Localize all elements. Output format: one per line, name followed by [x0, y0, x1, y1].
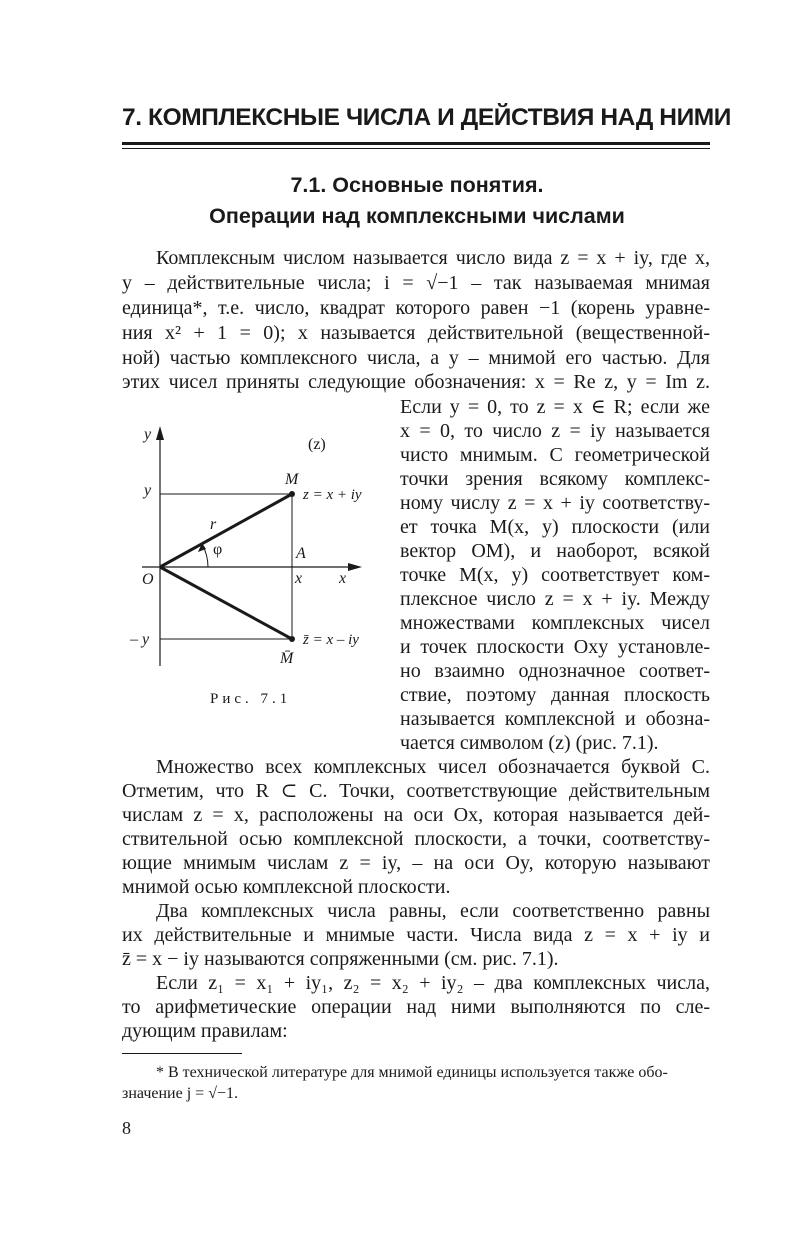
footnote-line: * В технической литературе для мнимой единицы используется также обо- [156, 1064, 668, 1081]
point-m-bar-label: M̄ [280, 650, 294, 667]
plane-label: (z) [308, 436, 326, 453]
figure-caption: Рис. 7.1 [210, 691, 292, 707]
tick-label-x: x [295, 570, 303, 587]
section-title [122, 170, 712, 232]
text-line: ния x² + 1 = 0); x называется действительной (вещественной- [122, 322, 710, 344]
point-m-bar-dot [289, 636, 295, 642]
footnote-line: значение j = √−1. [122, 1085, 238, 1102]
text-line: называется комплексной и обозна- [400, 708, 710, 730]
figure-7-1 [122, 418, 392, 718]
origin-label: O [142, 571, 154, 588]
text-line: единица*, т.е. число, квадрат которого равен −1 (корень уравне- [122, 297, 710, 319]
text-line: Множество всех комплексных чисел обозначается буквой C. [156, 756, 710, 778]
phi-label: φ [213, 541, 223, 558]
text-line: y – действительные числа; i = √−1 – так называемая мнимая [122, 272, 710, 294]
tick-label-y: y [144, 482, 152, 499]
text-line: точки зрения всякому комплекс- [400, 468, 710, 490]
text-line: z̄ = x − iy называются сопряженными (см. рис. 7.1). [122, 948, 559, 970]
z-label: z = x + iy [303, 487, 362, 503]
tick-label-neg-y: – y [130, 631, 150, 648]
axis-y-arrow [156, 426, 164, 440]
text-line: этих чисел приняты следующие обозначения: x = Re z, y = Im z. [122, 371, 710, 393]
text-line: ной) частью комплексного числа, а y – мнимой его частью. Для [122, 347, 710, 369]
chapter-rule-thin [122, 148, 710, 149]
point-m-label: M [285, 471, 299, 488]
text-line: Два комплексных числа равны, если соответственно равны [156, 900, 710, 922]
text-line: Если y = 0, то z = x ∈ R; если же [400, 396, 710, 418]
section-title-line2: Операции над комплексными числами [209, 204, 625, 228]
text-line: плексное число z = x + iy. Между [400, 588, 710, 610]
text-line: x = 0, то число z = iy называется [400, 420, 710, 442]
footnote-rule [122, 1053, 242, 1054]
text-line: и точек плоскости Oxy установле- [400, 636, 710, 658]
text-line: ющие мнимым числам z = iy, – на оси Oy, которую называют [122, 852, 710, 874]
text-line: вектор OM), и наоборот, всякой [400, 540, 710, 562]
vector-om-bar [160, 567, 292, 639]
text-line: Комплексным числом называется число вида z = x + iy, где x, [156, 247, 710, 269]
text-line: мнимой осью комплексной плоскости. [122, 876, 451, 898]
text-line: чисто мнимым. С геометрической [400, 444, 710, 466]
point-a-label: A [296, 545, 306, 562]
axis-y-label: y [144, 426, 152, 443]
text-line: числам z = x, расположены на оси Ox, которая называется дей- [122, 804, 710, 826]
text-line: их действительные и мнимые части. Числа вида z = x + iy и [122, 924, 710, 946]
text-line: дующим правилам: [122, 1020, 288, 1042]
text-line: ет точка M(x, y) плоскости (или [400, 516, 710, 538]
complex-plane-diagram [122, 418, 392, 718]
text-line: но взаимно однозначное соответ- [400, 660, 710, 682]
axis-x-arrow [348, 563, 362, 571]
text-line: ствительной осью комплексной плоскости, а точки, соответству- [122, 828, 710, 850]
section-title-line1: 7.1. Основные понятия. [290, 173, 544, 197]
page-number: 8 [122, 1118, 131, 1138]
text-line: Отметим, что R ⊂ C. Точки, соответствующие действительным [122, 780, 710, 802]
vector-om [160, 494, 292, 567]
text-line: Если z₁ = x₁ + iy₁, z₂ = x₂ + iy₂ – два комплексных числа, [156, 972, 710, 994]
text-line: чается символом (z) (рис. 7.1). [400, 732, 659, 754]
chapter-title: 7. КОМПЛЕКСНЫЕ ЧИСЛА И ДЕЙСТВИЯ НАД НИМИ [122, 104, 732, 131]
text-line: ствие, поэтому данная плоскость [400, 684, 710, 706]
axis-x-label: x [339, 570, 347, 587]
text-line: то арифметические операции над ними выполняются по сле- [122, 996, 710, 1018]
z-bar-label: z̄ = x – iy [303, 632, 359, 648]
text-line: ному числу z = x + iy соответству- [400, 492, 710, 514]
chapter-rule-thick [122, 142, 710, 145]
r-label: r [210, 516, 217, 533]
text-line: множествами комплексных чисел [400, 612, 710, 634]
point-m-dot [289, 491, 295, 497]
text-line: точке M(x, y) соответствует ком- [400, 564, 710, 586]
